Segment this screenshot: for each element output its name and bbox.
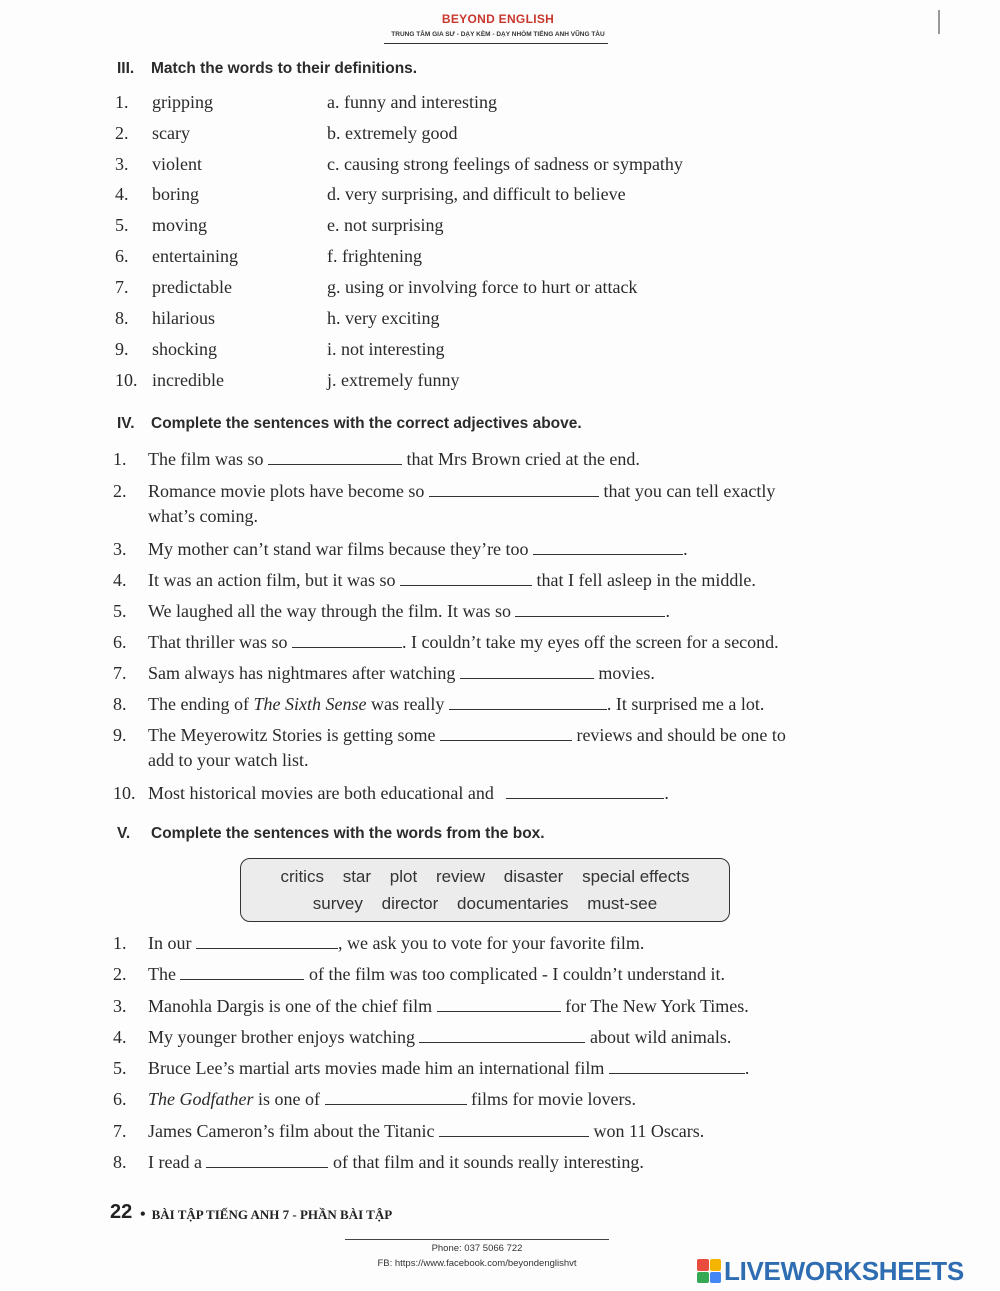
sentence-number: 5. [113,1058,127,1078]
brand-title: BEYOND ENGLISH [441,12,555,26]
sentence-row [113,1087,873,1112]
match-number: 7. [115,277,129,297]
answer-blank[interactable] [325,1089,467,1105]
sentence-text: reviews and should be one to [576,725,786,745]
sentence-text: . It surprised me a lot. [606,694,765,714]
sentence-number: 8. [113,694,127,714]
sentence-text: . I couldn’t take my eyes off the screen for a second. [401,632,779,652]
sentence-text: of the film was too complicated - I couldn’t understand it. [308,964,726,984]
sentence-number: 4. [113,1027,127,1047]
sentence-row [113,661,873,686]
sentence-text: The Meyerowitz Stories is getting some [148,725,436,745]
bullet-icon: • [140,1206,146,1223]
box-word: star [342,867,372,886]
box-word: disaster [503,867,564,886]
answer-blank[interactable] [440,725,572,741]
section-4-heading [117,415,582,433]
sentence-text: It was an action film, but it was so [148,570,396,590]
sentence-row [113,931,873,956]
sentence-text: Sam always has nightmares after watching [148,663,456,683]
sentence-row [113,568,873,593]
word-box [240,858,730,922]
match-number: 6. [115,246,129,266]
box-word: plot [389,867,418,886]
sentence-row [113,1056,873,1081]
sentence-number: 2. [113,964,127,984]
section-4-number: IV. [117,415,135,432]
footer-phone: Phone: 037 5066 722 [431,1243,523,1254]
sentence-text: that Mrs Brown cried at the end. [406,449,640,469]
sentence-text: movies. [598,663,655,683]
sentence-number: 10. [113,783,136,803]
match-number: 4. [115,184,129,204]
sentence-text: The ending of [148,694,249,714]
sentence-text: was really [370,694,445,714]
sentence-number: 8. [113,1152,127,1172]
match-word: predictable [152,277,232,297]
match-word: moving [152,215,208,235]
answer-blank[interactable] [196,933,338,949]
match-definition: g. using or involving force to hurt or attack [327,277,638,297]
answer-blank[interactable] [419,1027,585,1043]
match-word: violent [152,154,202,174]
film-title: The Godfather [148,1089,254,1109]
match-definition: f. frightening [327,246,422,266]
sentence-number: 9. [113,725,127,745]
match-number: 5. [115,215,129,235]
brand-subtitle: TRUNG TÂM GIA SƯ - DẠY KÈM - DẠY NHÓM TIẾNG ANH VŨNG TÀU [391,31,605,38]
match-number: 8. [115,308,129,328]
sentence-row [113,599,873,624]
word-box-row-1 [241,867,729,887]
box-word: must-see [587,894,658,913]
sentence-row [113,1150,873,1175]
sentence-text: about wild animals. [589,1027,732,1047]
sentence-text: that you can tell exactly [603,481,776,501]
box-word: review [435,867,486,886]
answer-blank[interactable] [400,570,532,586]
answer-blank[interactable] [206,1152,328,1168]
answer-blank[interactable] [268,449,402,465]
sentence-number: 1. [113,449,127,469]
match-definition: j. extremely funny [327,370,460,390]
sentence-text: films for movie lovers. [471,1089,636,1109]
answer-blank[interactable] [437,996,561,1012]
match-word: incredible [152,370,224,390]
scan-mark [938,10,940,34]
sentence-text: . [664,783,669,803]
match-definition: c. causing strong feelings of sadness or sympathy [327,154,683,174]
sentence-row [113,692,873,717]
sentence-row [113,447,873,472]
box-word: survey [312,894,363,913]
match-word: entertaining [152,246,238,266]
match-definition: d. very surprising, and difficult to believe [327,184,626,204]
footer-facebook: FB: https://www.facebook.com/beyondenglishvt [377,1258,577,1269]
sentence-text: , we ask you to vote for your favorite film. [338,933,645,953]
sentence-text: is one of [258,1089,320,1109]
sentence-text: for The New York Times. [565,996,749,1016]
sentence-number: 3. [113,539,127,559]
box-word: documentaries [457,894,569,913]
page-number: 22 [110,1201,133,1223]
section-3-number: III. [117,60,135,77]
sentence-text: Bruce Lee’s martial arts movies made him an international film [148,1058,605,1078]
sentence-row [113,781,873,806]
sentence-number: 7. [113,663,127,683]
answer-blank[interactable] [506,783,664,799]
sentence-number: 3. [113,996,127,1016]
sentence-number: 4. [113,570,127,590]
section-5-title: Complete the sentences with the words from the box. [151,825,545,842]
answer-blank[interactable] [429,481,599,497]
sentence-text: . [744,1058,750,1078]
match-word: hilarious [152,308,215,328]
sentence-number: 7. [113,1121,127,1141]
sentence-row [113,994,873,1019]
sentence-text: what’s coming. [148,506,258,526]
match-definition: a. funny and interesting [327,92,497,112]
match-number: 9. [115,339,129,359]
answer-blank[interactable] [460,663,594,679]
match-definition: b. extremely good [327,123,458,143]
sentence-text: That thriller was so [148,632,288,652]
sentence-text: that I fell asleep in the middle. [536,570,756,590]
sentence-text: My younger brother enjoys watching [148,1027,415,1047]
sentence-text: Most historical movies are both educational and [148,783,494,803]
film-title: The Sixth Sense [253,694,367,714]
match-word: boring [152,184,199,204]
word-box-row-2 [241,894,729,914]
sentence-number: 6. [113,1089,127,1109]
sentence-text: We laughed all the way through the film. It was so [148,601,511,621]
match-word: gripping [152,92,213,112]
match-definition: e. not surprising [327,215,444,235]
liveworksheets-grid-icon [697,1259,721,1283]
sentence-row [113,1119,873,1144]
section-3-title: Match the words to their definitions. [151,60,418,77]
answer-blank[interactable] [180,964,304,980]
sentence-text: of that film and it sounds really interesting. [332,1152,644,1172]
sentence-number: 6. [113,632,127,652]
section-3-heading [117,60,417,78]
match-number: 2. [115,123,129,143]
match-definition: h. very exciting [327,308,440,328]
book-title [140,1206,392,1224]
sentence-row [113,962,873,987]
header-divider [384,43,608,44]
sentence-text: James Cameron’s film about the Titanic [148,1121,435,1141]
sentence-text: The film was so [148,449,264,469]
sentence-text: In our [148,933,192,953]
box-word: critics [280,867,324,886]
match-word: scary [152,123,190,143]
sentence-number: 1. [113,933,127,953]
liveworksheets-logo[interactable] [697,1257,964,1285]
answer-blank[interactable] [609,1058,745,1074]
sentence-text: . [683,539,688,559]
section-5-heading [117,825,545,843]
section-4-title: Complete the sentences with the correct adjectives above. [151,415,582,432]
answer-blank[interactable] [533,539,683,555]
sentence-text: won 11 Oscars. [593,1121,705,1141]
match-number: 10. [115,370,138,390]
sentence-row [113,723,873,773]
sentence-number: 2. [113,481,127,501]
sentence-text: The [148,964,176,984]
liveworksheets-wordmark: LIVEWORKSHEETS [724,1255,964,1286]
answer-blank[interactable] [449,694,607,710]
match-number: 1. [115,92,129,112]
sentence-row [113,537,873,562]
match-word: shocking [152,339,217,359]
sentence-text: Manohla Dargis is one of the chief film [148,996,433,1016]
sentence-row [113,479,873,529]
match-definition: i. not interesting [327,339,445,359]
answer-blank[interactable] [292,632,402,648]
footer-divider [345,1239,609,1240]
sentence-text: add to your watch list. [148,750,309,770]
sentence-text: I read a [148,1152,202,1172]
sentence-row [113,1025,873,1050]
sentence-text: Romance movie plots have become so [148,481,425,501]
book-title-text: BÀI TẬP TIẾNG ANH 7 - PHẦN BÀI TẬP [151,1207,393,1222]
answer-blank[interactable] [515,601,665,617]
sentence-text: . [665,601,670,621]
sentence-number: 5. [113,601,127,621]
answer-blank[interactable] [439,1121,589,1137]
sentence-row [113,630,873,655]
box-word: director [381,894,439,913]
match-number: 3. [115,154,129,174]
section-5-number: V. [117,825,131,842]
box-word: special effects [582,867,690,886]
sentence-text: My mother can’t stand war films because they’re too [148,539,529,559]
